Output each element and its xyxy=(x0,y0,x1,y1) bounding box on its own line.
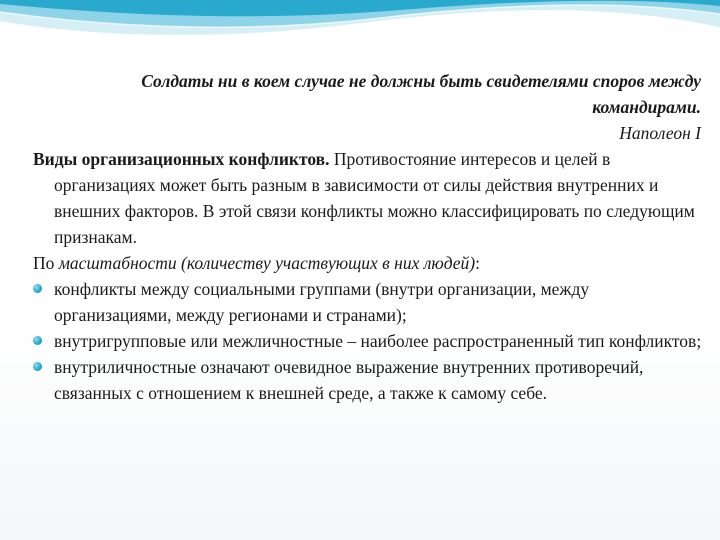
criterion-italic: масштабности (количеству участвующих в них людей) xyxy=(58,253,476,273)
list-item xyxy=(33,328,703,354)
bullet-list xyxy=(33,276,703,406)
criterion-prefix: По xyxy=(33,253,59,273)
list-item xyxy=(33,354,703,406)
list-item-text: внутриличностные означают очевидное выражение внутренних противоречий, связанных с отношением к внешней среде, а также к самому себе. xyxy=(54,357,644,403)
bullet-dot-icon xyxy=(33,336,42,345)
criterion-suffix: : xyxy=(475,253,480,273)
epigraph-line-2: командирами. xyxy=(592,97,701,117)
bullet-dot-icon xyxy=(33,362,42,371)
epigraph-quote xyxy=(33,68,703,120)
decorative-wave-header xyxy=(0,0,720,70)
bullet-dot-icon xyxy=(33,284,42,293)
epigraph-author: Наполеон I xyxy=(619,123,701,143)
list-item-text: конфликты между социальными группами (внутри организации, между организациями, между регионами и странами); xyxy=(54,279,590,325)
list-item-text: внутригрупповые или межличностные – наиболее распространенный тип конфликтов; xyxy=(54,331,702,351)
intro-text: Противостояние интересов и целей в организациях может быть разным в зависимости от силы действия внутренних и внешних факторов. В этой связи конфликты можно классифицировать по следующим признакам. xyxy=(54,149,695,247)
epigraph-line-1: Солдаты ни в коем случае не должны быть свидетелями споров между xyxy=(141,71,701,91)
intro-bold-lead: Виды организационных конфликтов. xyxy=(33,149,330,169)
slide-content xyxy=(33,68,703,406)
intro-paragraph xyxy=(33,146,703,250)
criterion-line xyxy=(33,250,703,276)
list-item xyxy=(33,276,703,328)
